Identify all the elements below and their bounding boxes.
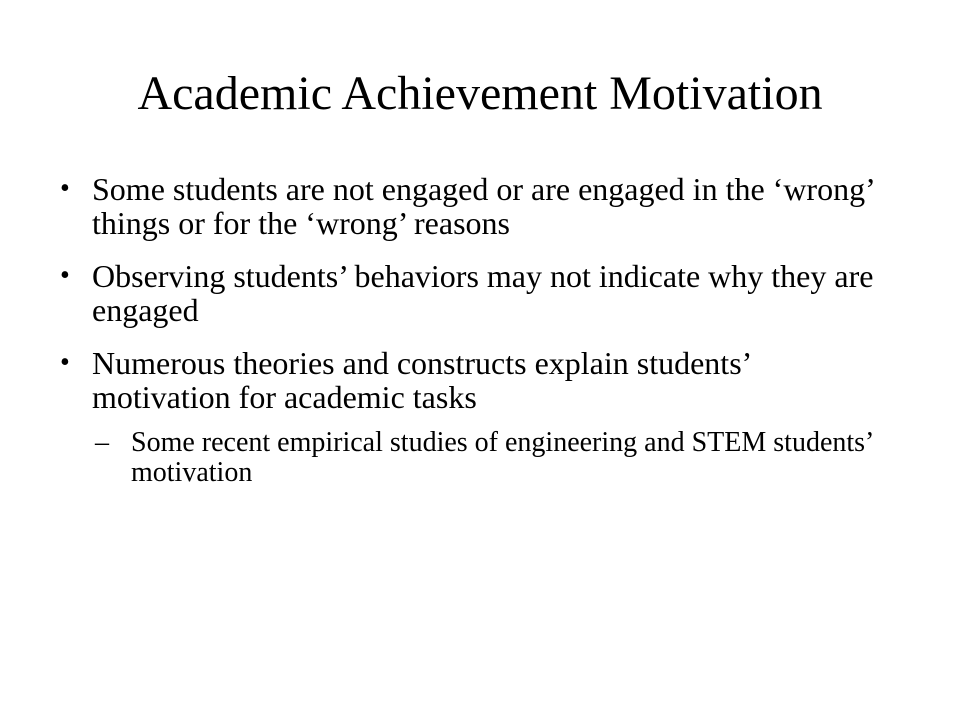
sub-bullet-list <box>92 428 896 488</box>
dash-icon: – <box>95 427 109 458</box>
bullet-item <box>56 346 896 488</box>
bullet-text: Numerous theories and constructs explain students’ motivation for academic tasks <box>92 345 750 415</box>
bullet-item <box>56 259 896 327</box>
bullet-dot-icon: • <box>60 260 70 291</box>
bullet-dot-icon: • <box>60 173 70 204</box>
bullet-dot-icon: • <box>60 347 70 378</box>
sub-bullet-text: Some recent empirical studies of engineering and STEM students’ motivation <box>131 427 873 488</box>
slide-title: Academic Achievement Motivation <box>137 67 823 120</box>
bullet-list <box>56 172 896 507</box>
bullet-text: Observing students’ behaviors may not indicate why they are engaged <box>92 258 874 328</box>
sub-bullet-item <box>92 428 896 488</box>
bullet-text: Some students are not engaged or are engaged in the ‘wrong’ things or for the ‘wrong’ reasons <box>92 171 874 241</box>
bullet-item <box>56 172 896 240</box>
